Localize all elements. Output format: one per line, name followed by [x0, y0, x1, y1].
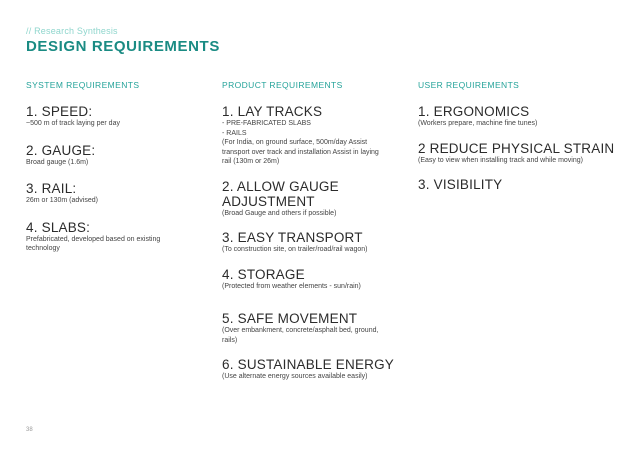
requirement-item	[222, 357, 407, 382]
requirement-title: 6. SUSTAINABLE ENERGY	[222, 357, 395, 372]
requirement-detail: 26m or 130m (advised)	[26, 197, 98, 204]
requirement-detail: (Protected from weather elements - sun/rain)	[222, 282, 361, 290]
requirement-title: 2 REDUCE PHYSICAL STRAIN	[418, 140, 615, 156]
requirement-item	[26, 181, 206, 206]
page-title: DESIGN REQUIREMENTS	[26, 38, 220, 55]
requirement-item	[222, 179, 407, 219]
requirement-detail: (Over embankment, concrete/asphalt bed, ground,	[222, 327, 379, 334]
requirement-title: 5. SAFE MOVEMENT	[222, 311, 358, 326]
requirement-item	[222, 104, 407, 167]
requirement-item	[418, 177, 623, 192]
requirement-detail: Broad gauge (1.6m)	[26, 158, 89, 166]
requirement-detail: technology	[26, 245, 60, 252]
requirement-detail: ~500 m of track laying per day	[26, 120, 120, 127]
requirement-title: 1. ERGONOMICS	[418, 104, 530, 119]
column-system-requirements	[26, 80, 206, 266]
requirement-detail: (Workers prepare, machine fine tunes)	[418, 120, 538, 127]
column-heading: SYSTEM REQUIREMENTS	[26, 80, 140, 90]
requirement-detail: (Use alternate energy sources available easily)	[222, 373, 368, 380]
requirement-detail: (To construction site, on trailer/road/rail wagon)	[222, 246, 368, 253]
requirement-detail: (For India, on ground surface, 500m/day Assist	[222, 139, 368, 146]
requirement-detail: Prefabricated, developed based on existing	[26, 235, 161, 243]
requirement-detail: (Easy to view when installing track and while moving)	[418, 156, 583, 164]
requirement-title: 1. LAY TRACKS	[222, 104, 323, 119]
column-heading: USER REQUIREMENTS	[418, 80, 520, 90]
column-product-requirements	[222, 80, 407, 394]
requirement-title: 3. EASY TRANSPORT	[222, 230, 363, 245]
requirement-detail: rails)	[222, 336, 238, 344]
requirement-item	[26, 104, 206, 129]
requirement-detail: - RAILS	[222, 129, 247, 137]
page-number: 38	[26, 427, 33, 433]
requirement-title: 3. VISIBILITY	[418, 177, 503, 192]
requirement-title: 2. GAUGE:	[26, 142, 96, 158]
requirement-item	[222, 230, 407, 255]
requirement-detail: (Broad Gauge and others if possible)	[222, 209, 337, 217]
requirement-title: 2. ALLOW GAUGE ADJUSTMENT	[222, 178, 339, 209]
requirement-item	[222, 311, 407, 345]
requirement-title: 3. RAIL:	[26, 181, 77, 196]
requirement-title: 1. SPEED:	[26, 104, 93, 119]
requirement-item	[26, 143, 206, 168]
requirement-detail: transport over track and installation Assist in laying	[222, 148, 379, 156]
requirement-item	[26, 220, 206, 254]
column-heading: PRODUCT REQUIREMENTS	[222, 80, 343, 90]
requirement-item	[418, 104, 623, 129]
section-kicker: // Research Synthesis	[26, 26, 118, 36]
requirement-item	[418, 141, 623, 166]
requirement-title: 4. SLABS:	[26, 219, 91, 235]
column-user-requirements	[418, 80, 623, 204]
requirement-detail: - PRE-FABRICATED SLABS	[222, 120, 311, 127]
requirement-title: 4. STORAGE	[222, 266, 305, 282]
requirement-detail: rail (130m or 26m)	[222, 158, 280, 165]
requirement-item	[222, 267, 407, 292]
